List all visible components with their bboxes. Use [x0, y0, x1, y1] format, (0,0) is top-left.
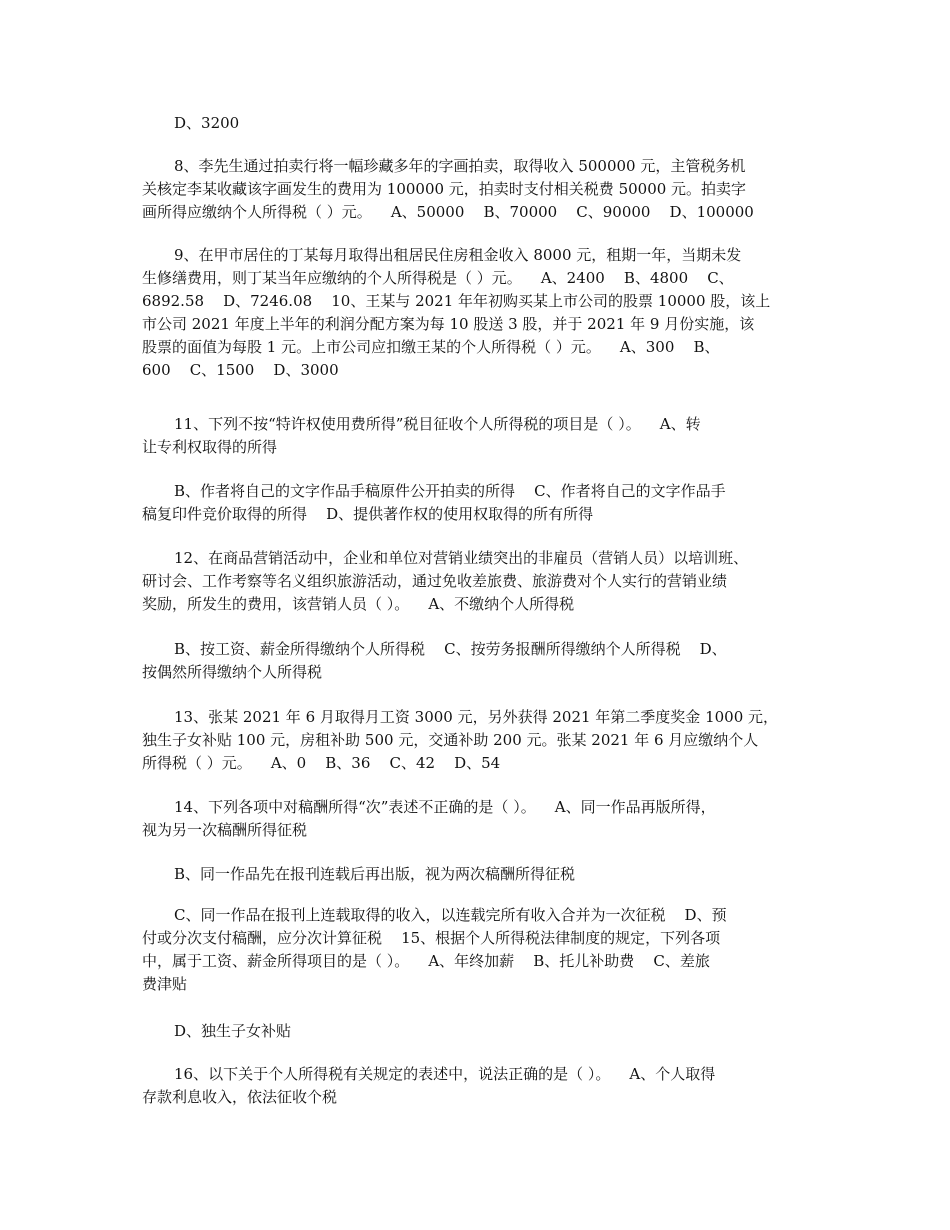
text-line: 股票的面值为每股 1 元。上市公司应扣缴王某的个人所得税（ ）元。 A、300 B、 — [142, 338, 720, 356]
text-line: 存款利息收入，依法征收个税 — [142, 1088, 338, 1106]
text-line: 12、在商品营销活动中，企业和单位对营销业绩突出的非雇员（营销人员）以培训班、 — [174, 549, 749, 567]
text-line: 11、下列不按“特许权使用费所得”税目征收个人所得税的项目是（ ）。 A、转 — [174, 415, 701, 433]
text-line: B、同一作品先在报刊连载后再出版，视为两次稿酬所得征税 — [174, 865, 576, 883]
paragraph-question-12-options — [142, 638, 832, 684]
text-line: C、同一作品在报刊上连载取得的收入，以连载完所有收入合并为一次征税 D、预 — [174, 906, 727, 924]
text-line: 600 C、1500 D、3000 — [142, 361, 339, 379]
paragraph-question-8 — [142, 155, 832, 224]
text-line: 14、下列各项中对稿酬所得“次”表述不正确的是（ ）。 A、同一作品再版所得， — [174, 798, 716, 816]
text-line: 独生子女补贴 100 元，房租补助 500 元，交通补助 200 元。张某 2021 年 6 月应缴纳个人 — [142, 731, 759, 749]
text-line: B、按工资、薪金所得缴纳个人所得税 C、按劳务报酬所得缴纳个人所得税 D、 — [174, 640, 727, 658]
text-line: 生修缮费用，则丁某当年应缴纳的个人所得税是（ ）元。 A、2400 B、4800 C、 — [142, 269, 734, 287]
text-line: 8、李先生通过拍卖行将一幅珍藏多年的字画拍卖，取得收入 500000 元，主管税务机 — [174, 157, 746, 175]
text-line: 16、以下关于个人所得税有关规定的表述中，说法正确的是（ ）。 A、个人取得 — [174, 1065, 716, 1083]
text-line: D、3200 — [174, 114, 240, 132]
paragraph-question-11-options — [142, 480, 832, 526]
text-line: 所得税（ ）元。 A、0 B、36 C、42 D、54 — [142, 754, 501, 772]
text-line: 画所得应缴纳个人所得税（ ）元。 A、50000 B、70000 C、90000 D、100000 — [142, 203, 754, 221]
text-line: 稿复印件竞价取得的所得 D、提供著作权的使用权取得的所有所得 — [142, 505, 594, 523]
text-line: 付或分次支付稿酬，应分次计算征税 15、根据个人所得税法律制度的规定，下列各项 — [142, 929, 721, 947]
text-line: 视为另一次稿酬所得征税 — [142, 821, 308, 839]
text-line: 费津贴 — [142, 975, 188, 993]
text-line: 6892.58 D、7246.08 10、王某与 2021 年年初购买某上市公司的股票 10000 股，该上 — [142, 292, 771, 310]
text-line: 奖励，所发生的费用，该营销人员（ ）。 A、不缴纳个人所得税 — [142, 595, 575, 613]
paragraph-question-13 — [142, 706, 832, 775]
text-line: 按偶然所得缴纳个人所得税 — [142, 663, 323, 681]
paragraph-question-14-option-b — [142, 863, 832, 886]
text-line: B、作者将自己的文字作品手稿原件公开拍卖的所得 C、作者将自己的文字作品手 — [174, 482, 726, 500]
paragraph-question-12 — [142, 547, 832, 616]
paragraph-question-11 — [142, 413, 832, 459]
paragraph-question-16 — [142, 1063, 832, 1109]
paragraph-question-9-10 — [142, 244, 832, 382]
text-line: 13、张某 2021 年 6 月取得月工资 3000 元，另外获得 2021 年第二季度奖金 1000 元， — [174, 708, 779, 726]
text-line: 中，属于工资、薪金所得项目的是（ ）。 A、年终加薪 B、托儿补助费 C、差旅 — [142, 952, 710, 970]
text-line: 研讨会、工作考察等名义组织旅游活动，通过免收差旅费、旅游费对个人实行的营销业绩 — [142, 572, 728, 590]
text-line: 让专利权取得的所得 — [142, 438, 278, 456]
text-line: D、独生子女补贴 — [174, 1022, 292, 1040]
paragraph-question-14 — [142, 796, 832, 842]
text-line: 市公司 2021 年度上半年的利润分配方案为每 10 股送 3 股，并于 2021 年 9 月份实施，该 — [142, 315, 755, 333]
text-line: 关核定李某收藏该字画发生的费用为 100000 元，拍卖时支付相关税费 50000 元。拍卖字 — [142, 180, 747, 198]
text-line: 9、在甲市居住的丁某每月取得出租居民住房租金收入 8000 元，租期一年，当期未发 — [174, 246, 742, 264]
paragraph-question-14-15 — [142, 904, 832, 996]
paragraph-option-d-3200 — [142, 112, 832, 135]
paragraph-question-15-option-d — [142, 1020, 832, 1043]
